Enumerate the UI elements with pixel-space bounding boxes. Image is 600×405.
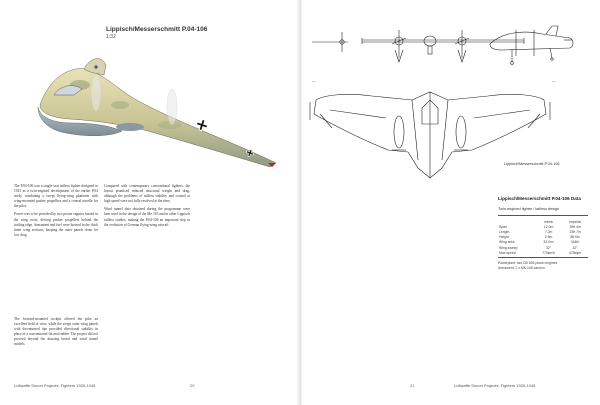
svg-text:—: — [552, 79, 556, 83]
paragraph: The P.04-106 was a single-seat tailless fighter designed in 1941 as a twin-engined development of the earlier P.04 study, combining a swept flying-wing planform with wing-mounted pusher propellers and a central nacelle for the pilot. [14, 184, 98, 209]
front-view [362, 30, 524, 62]
svg-text:—: — [312, 79, 316, 83]
aircraft-illustration [30, 45, 280, 175]
right-footer-title: Luftwaffe Secret Projects: Fighters 1939-1945 [454, 383, 536, 388]
spec-label: Max speed [499, 250, 516, 255]
spec-value: 8ft 6in [570, 235, 580, 240]
paragraph: The forward-mounted cockpit offered the pilot an excellent field of view, while the swept outer wing panels with downturned tips provided directional stability in place of a conventional fin and rudder. The project did not proceed beyond the drawing board and wind tunnel models. [14, 317, 98, 347]
body-text-column-1 [14, 184, 98, 312]
spec-value: 7.2m [544, 229, 553, 234]
spec-label: Wing area [499, 240, 515, 245]
spec-header-cell: imperial [569, 219, 582, 224]
spec-label: Length [499, 229, 510, 234]
left-page-number: 20 [190, 383, 195, 388]
paragraph: Wind tunnel data obtained during the programme were later used in the design of the Me 163 and in other Lippisch tailless studies, making the P.04-106 an important step in the evolution of German flying-wing aircraft. [104, 207, 190, 227]
spec-value: 23ft 7in [569, 229, 581, 234]
spec-subtitle: Twin-engined fighter / tailless design [498, 207, 560, 211]
spec-value: 770km/h [542, 250, 556, 255]
three-view-drawing [302, 0, 600, 200]
spec-value: 32° [546, 245, 552, 250]
spec-value: 478mph [568, 250, 582, 255]
specification-box [498, 196, 588, 270]
spec-header-cell: metric [543, 219, 554, 224]
drawing-annotations [312, 79, 556, 83]
spec-divider [498, 257, 588, 258]
spec-value: 2.6m [544, 235, 553, 240]
propeller-disc-left [91, 75, 101, 111]
paragraph: Power was to be provided by two piston engines buried in the wing roots, driving pusher propellers behind the trailing edge. Armament and fuel were housed in the thick inner wing sections, keeping the outer panels clean for low drag. [14, 212, 98, 237]
right-page-number: 21 [410, 383, 415, 388]
spec-label: Wing sweep [499, 245, 518, 250]
spec-note: Powerplant: two DB 605 piston engines [498, 261, 558, 266]
propeller-disc-right [167, 89, 177, 125]
artwork-subtitle: 1:32 [106, 34, 116, 40]
drawing-caption: Lippisch/Messerschmitt P.04-106 [504, 162, 560, 166]
spec-value: 344ft² [570, 240, 580, 245]
paragraph: Compared with contemporary conventional fighters, the layout promised reduced structural weight and drag, although the problems of tailless stability and control at high speed were not fully resolved at the time. [104, 184, 190, 204]
spec-row [498, 250, 588, 255]
left-footer-title: Luftwaffe Secret Projects: Fighters 1939-1945 [14, 383, 96, 388]
spec-title: Lippisch/Messerschmitt P.04-106 Data [498, 196, 581, 201]
body-text-column-2 [104, 184, 190, 300]
side-view [490, 26, 573, 64]
spec-label: Span [499, 224, 507, 229]
spec-table [498, 219, 588, 255]
artwork-title: Lippisch/Messerschmitt P.04-106 [106, 26, 208, 33]
spec-value: 32.0m² [543, 240, 554, 245]
spec-value: 39ft 4in [569, 224, 581, 229]
spec-value: 12.0m [543, 224, 554, 229]
spec-label: Height [499, 235, 509, 240]
spec-value: 32° [572, 245, 578, 250]
spec-note: Armament: 2 x MK 108 cannon [498, 266, 545, 271]
left-page [0, 0, 298, 405]
spec-row [498, 240, 588, 245]
body-text-column-1-lower [14, 317, 98, 375]
spec-divider [498, 215, 588, 216]
